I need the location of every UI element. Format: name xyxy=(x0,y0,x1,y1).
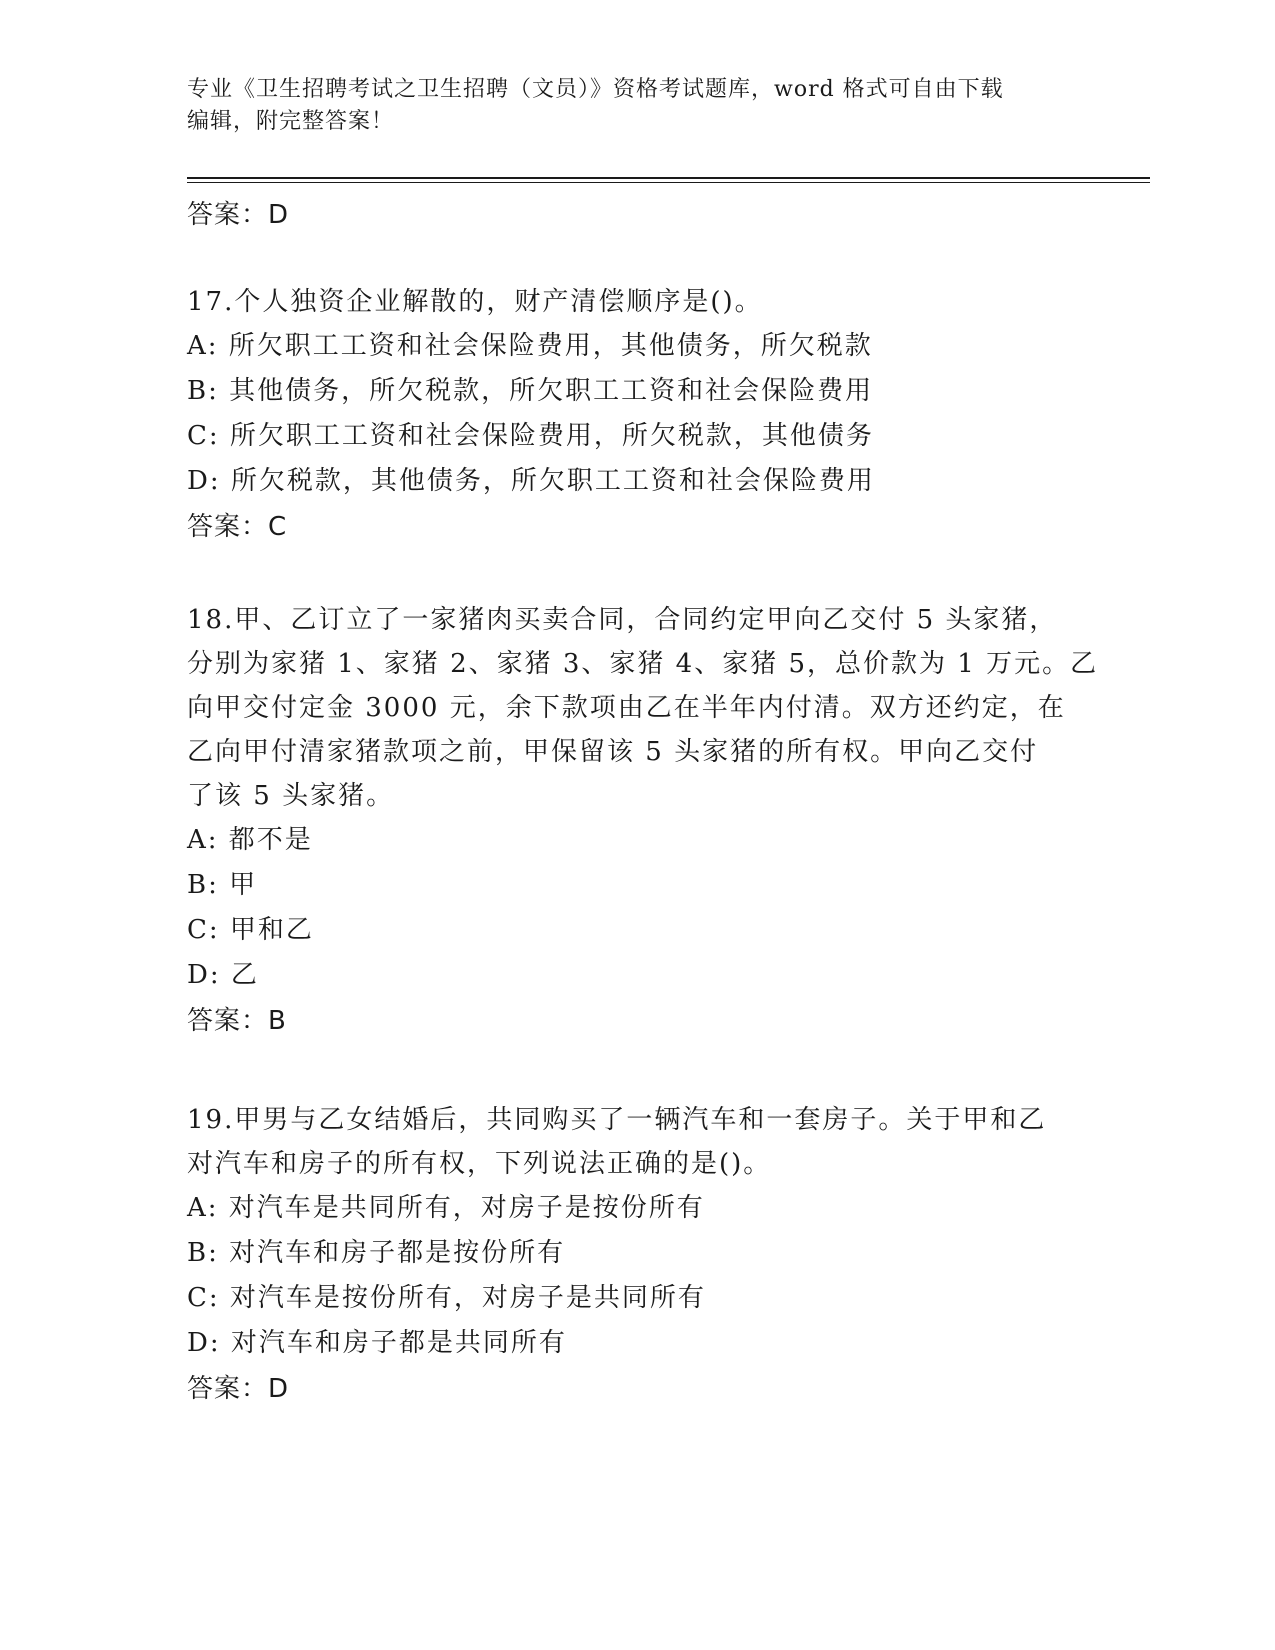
option-d: D: 对汽车和房子都是共同所有 xyxy=(187,1328,567,1358)
option-d: D: 乙 xyxy=(187,960,259,990)
option-c: C: 所欠职工工资和社会保险费用，所欠税款，其他债务 xyxy=(187,421,874,451)
document-header xyxy=(187,74,1067,138)
answer-label: 答案：B xyxy=(187,1006,287,1036)
question-stem: 17.个人独资企业解散的，财产清偿顺序是()。 xyxy=(187,287,763,317)
option-c: C: 甲和乙 xyxy=(187,915,314,945)
question-stem: 19.甲男与乙女结婚后，共同购买了一辆汽车和一套房子。关于甲和乙 xyxy=(187,1105,1047,1135)
question-stem: 18.甲、乙订立了一家猪肉买卖合同，合同约定甲向乙交付 5 头家猪， xyxy=(187,605,1058,635)
option-b: B: 甲 xyxy=(187,870,258,900)
answer-label: 答案：D xyxy=(187,1374,290,1404)
header-line-1: 专业《卫生招聘考试之卫生招聘（文员）》资格考试题库，word 格式可自由下载 xyxy=(187,77,1004,102)
question-18 xyxy=(187,598,1099,1044)
option-d: D: 所欠税款，其他债务，所欠职工工资和社会保险费用 xyxy=(187,466,875,496)
option-b: B: 对汽车和房子都是按份所有 xyxy=(187,1238,566,1268)
option-a: A: 都不是 xyxy=(187,825,313,855)
question-stem: 向甲交付定金 3000 元，余下款项由乙在半年内付清。双方还约定，在 xyxy=(187,693,1066,723)
header-line-2: 编辑，附完整答案！ xyxy=(187,109,395,134)
question-stem: 了该 5 头家猪。 xyxy=(187,781,395,811)
option-b: B: 其他债务，所欠税款，所欠职工工资和社会保险费用 xyxy=(187,376,874,406)
option-c: C: 对汽车是按份所有，对房子是共同所有 xyxy=(187,1283,706,1313)
header-divider-thick xyxy=(187,177,1150,179)
question-19 xyxy=(187,1098,1087,1412)
option-a: A: 所欠职工工资和社会保险费用，其他债务，所欠税款 xyxy=(187,331,873,361)
answer-label: 答案：C xyxy=(187,512,288,542)
question-stem: 对汽车和房子的所有权，下列说法正确的是()。 xyxy=(187,1149,772,1179)
answer-label: 答案：D xyxy=(187,200,290,230)
previous-answer-block xyxy=(187,192,289,238)
question-stem: 乙向甲付清家猪款项之前，甲保留该 5 头家猪的所有权。甲向乙交付 xyxy=(187,737,1039,767)
header-divider-thin xyxy=(187,182,1150,183)
question-stem: 分别为家猪 1、家猪 2、家猪 3、家猪 4、家猪 5，总价款为 1 万元。乙 xyxy=(187,649,1099,679)
question-17 xyxy=(187,280,1087,550)
option-a: A: 对汽车是共同所有，对房子是按份所有 xyxy=(187,1193,705,1223)
